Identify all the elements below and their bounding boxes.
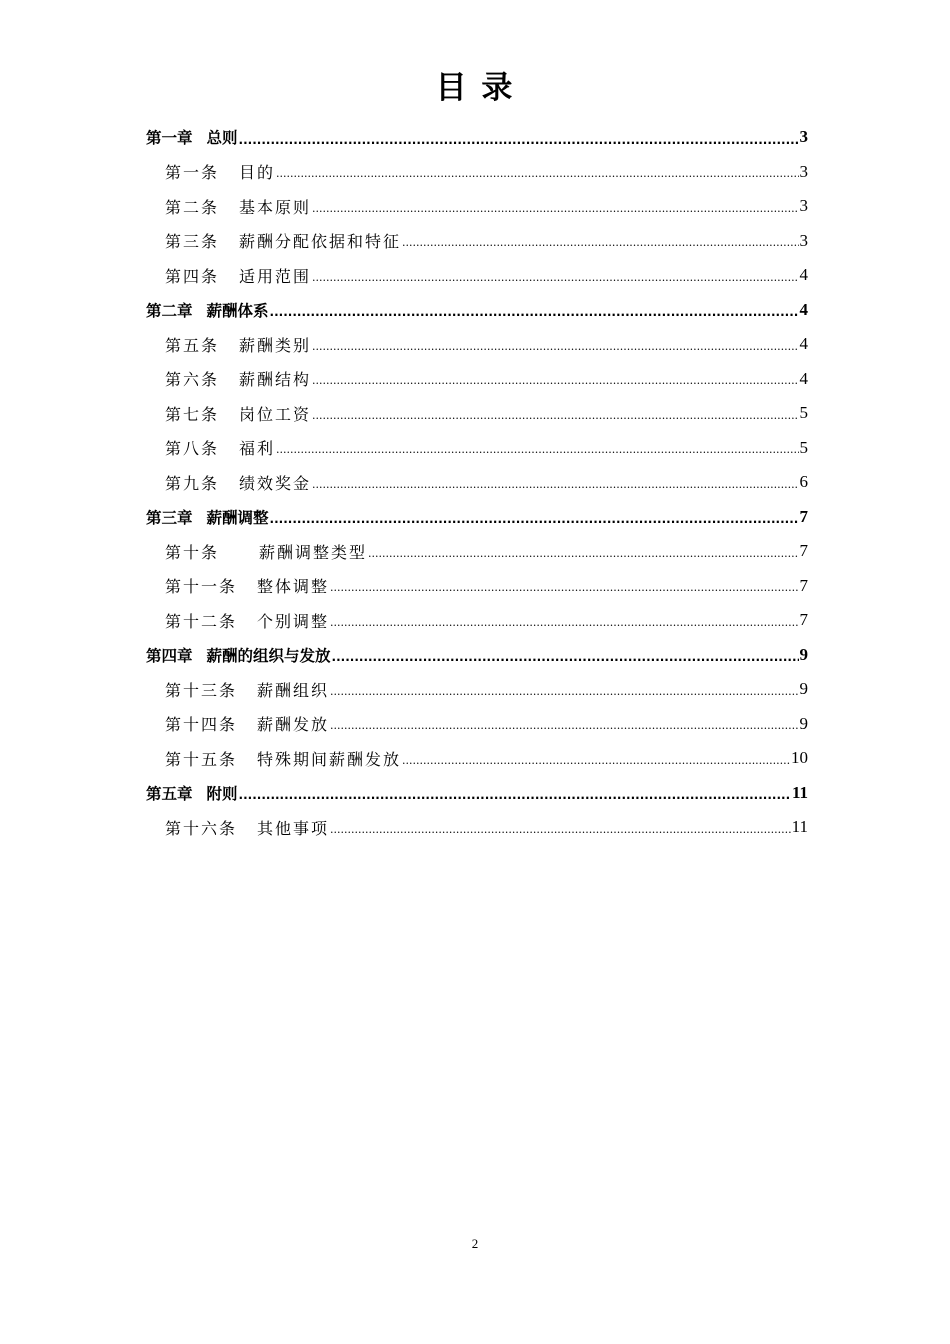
toc-leader-dots [330,720,798,732]
toc-article-entry[interactable] [146,189,808,224]
toc-entry-page: 9 [799,713,808,733]
toc-entry-page: 7 [799,610,808,630]
toc-entry-title: 整体调整 [257,577,330,597]
toc-entry-number: 第三章 [146,508,193,527]
toc-entry-number: 第七条 [165,404,220,424]
toc-entry-number: 第三条 [165,232,220,252]
toc-entry-page: 4 [799,265,808,285]
toc-entry-label [165,367,311,390]
toc-entry-page: 7 [799,506,808,526]
toc-entry-number: 第二条 [165,197,220,217]
toc-entry-label [165,747,401,770]
toc-entry-number: 第九条 [165,473,220,493]
toc-entry-number: 第四条 [165,266,220,286]
toc-entry-number: 第一章 [146,129,193,148]
toc-entry-label [165,609,329,632]
toc-entry-label [165,229,401,252]
toc-leader-dots [312,410,798,422]
toc-article-entry[interactable] [146,327,808,362]
toc-article-entry[interactable] [146,155,808,190]
toc-article-entry[interactable] [146,741,808,776]
toc-entry-page: 9 [799,644,808,664]
toc-article-entry[interactable] [146,707,808,742]
toc-entry-number: 第四章 [146,646,193,665]
toc-leader-dots [312,375,798,387]
document-title: 目 录 [435,70,515,106]
toc-chapter-entry[interactable] [146,293,808,328]
toc-article-entry[interactable] [146,224,808,259]
toc-entry-number: 第十三条 [165,680,238,700]
toc-leader-dots [239,789,791,801]
toc-entry-title: 其他事项 [257,818,330,838]
toc-leader-dots [270,513,799,525]
toc-entry-page: 3 [799,161,808,181]
toc-entry-number: 第十二条 [165,611,238,631]
toc-entry-title: 附则 [206,784,238,803]
toc-entry-page: 3 [799,230,808,250]
toc-entry-page: 4 [799,299,808,319]
toc-entry-number: 第二章 [146,301,193,320]
toc-entry-title: 岗位工资 [239,404,312,424]
toc-entry-page: 5 [799,437,808,457]
toc-entry-title: 薪酬的组织与发放 [206,646,331,665]
toc-entry-label [165,160,275,183]
toc-entry-label [165,574,329,597]
toc-article-entry[interactable] [146,569,808,604]
toc-leader-dots [330,617,798,629]
toc-entry-label [165,471,311,494]
toc-article-entry[interactable] [146,258,808,293]
toc-chapter-entry[interactable] [146,776,808,811]
toc-entry-page: 9 [799,679,808,699]
toc-article-entry[interactable] [146,362,808,397]
toc-entry-title: 薪酬调整类型 [259,542,368,562]
toc-article-entry[interactable] [146,672,808,707]
toc-entry-label [146,506,269,528]
toc-entry-page: 3 [799,196,808,216]
toc-entry-page: 4 [799,368,808,388]
toc-entry-page: 7 [799,575,808,595]
toc-entry-page: 6 [799,472,808,492]
toc-article-entry[interactable] [146,465,808,500]
toc-entry-title: 适用范围 [239,266,312,286]
toc-entry-title: 基本原则 [239,197,312,217]
toc-entry-label [165,678,329,701]
toc-entry-label [146,782,238,804]
toc-entry-label [165,436,275,459]
toc-article-entry[interactable] [146,431,808,466]
toc-entry-page: 3 [799,127,808,147]
toc-chapter-entry[interactable] [146,500,808,535]
toc-entry-number: 第八条 [165,439,220,459]
toc-entry-title: 目的 [239,163,276,183]
toc-entry-title: 薪酬组织 [257,680,330,700]
toc-entry-title: 薪酬发放 [257,715,330,735]
toc-leader-dots [239,134,799,146]
toc-chapter-entry[interactable] [146,120,808,155]
toc-entry-title: 薪酬结构 [239,370,312,390]
toc-entry-label [146,126,238,148]
toc-article-entry[interactable] [146,534,808,569]
toc-entry-number: 第十五条 [165,749,238,769]
toc-entry-label [165,712,329,735]
toc-entry-number: 第五条 [165,335,220,355]
toc-entry-label [146,299,269,321]
toc-leader-dots [332,651,799,663]
toc-leader-dots [330,582,798,594]
toc-article-entry[interactable] [146,396,808,431]
toc-leader-dots [312,479,798,491]
toc-leader-dots [270,306,799,318]
toc-leader-dots [330,824,791,836]
toc-entry-number: 第五章 [146,784,193,803]
toc-entry-page: 11 [791,817,808,837]
toc-leader-dots [402,755,790,767]
toc-entry-page: 5 [799,403,808,423]
toc-entry-title: 福利 [239,439,276,459]
toc-entry-number: 第六条 [165,370,220,390]
toc-entry-label [165,402,311,425]
table-of-contents [146,120,808,845]
toc-entry-page: 11 [791,782,808,802]
toc-leader-dots [330,686,798,698]
toc-entry-title: 薪酬类别 [239,335,312,355]
toc-leader-dots [276,444,798,456]
toc-entry-number: 第一条 [165,163,220,183]
toc-article-entry[interactable] [146,810,808,845]
toc-entry-number: 第十六条 [165,818,238,838]
toc-entry-page: 4 [799,334,808,354]
toc-entry-page: 10 [791,748,808,768]
toc-leader-dots [368,548,798,560]
page-number: 2 [471,1236,479,1251]
toc-entry-title: 特殊期间薪酬发放 [257,749,402,769]
toc-entry-title: 绩效奖金 [239,473,312,493]
toc-entry-title: 薪酬体系 [206,301,269,320]
toc-entry-title: 薪酬分配依据和特征 [239,232,402,252]
toc-entry-title: 总则 [206,129,238,148]
toc-entry-label [165,333,311,356]
toc-leader-dots [312,341,798,353]
toc-entry-number: 第十一条 [165,577,238,597]
toc-entry-label [165,816,329,839]
toc-leader-dots [312,272,798,284]
toc-entry-label [165,264,311,287]
toc-entry-label [165,195,311,218]
toc-leader-dots [276,168,798,180]
toc-entry-label [146,644,331,666]
toc-entry-label [165,540,367,563]
toc-entry-number: 第十四条 [165,715,238,735]
toc-entry-title: 个别调整 [257,611,330,631]
toc-entry-number: 第十条 [165,542,220,562]
toc-leader-dots [312,203,798,215]
toc-article-entry[interactable] [146,603,808,638]
toc-chapter-entry[interactable] [146,638,808,673]
toc-entry-page: 7 [799,541,808,561]
toc-entry-title: 薪酬调整 [206,508,269,527]
toc-leader-dots [402,237,798,249]
